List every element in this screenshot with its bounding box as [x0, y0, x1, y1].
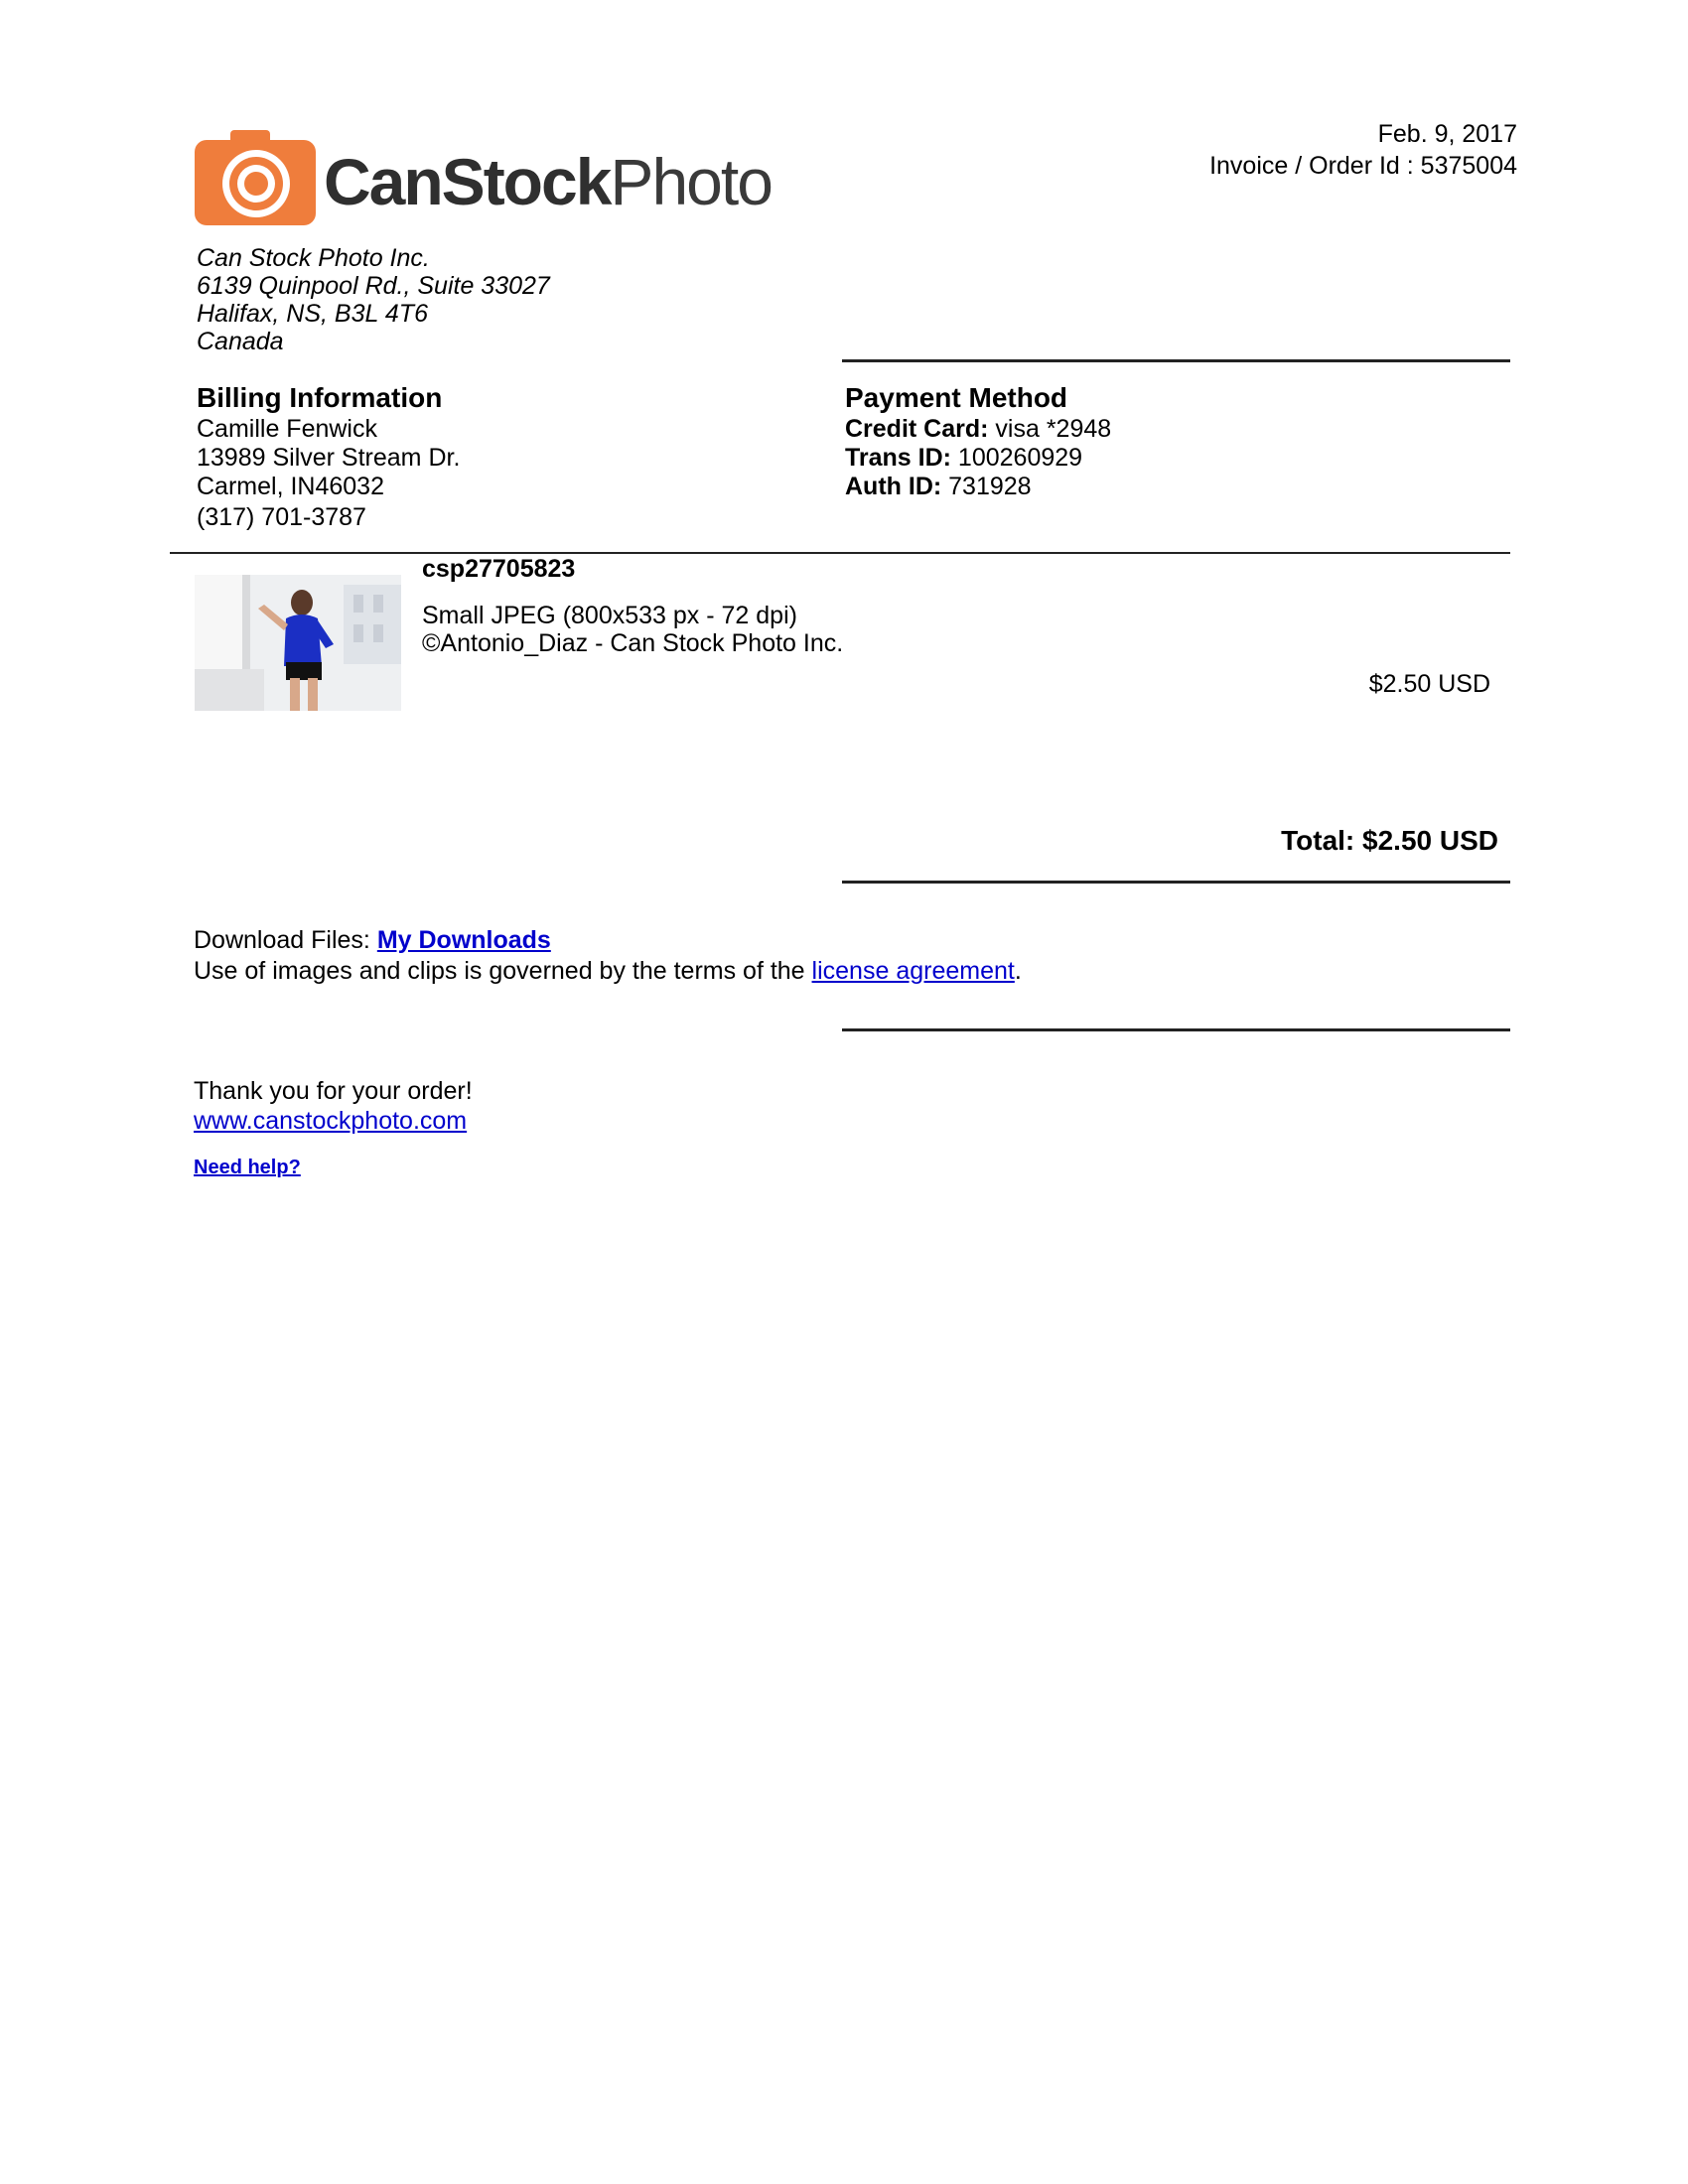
divider-payment-top [842, 359, 1510, 362]
item-id: csp27705823 [422, 555, 576, 583]
billing-section [197, 381, 460, 532]
item-price: $2.50 USD [1368, 670, 1490, 698]
company-address-line1: 6139 Quinpool Rd., Suite 33027 [197, 272, 550, 300]
company-address [197, 244, 550, 355]
divider-total-bottom [842, 881, 1510, 884]
company-name: Can Stock Photo Inc. [197, 244, 430, 272]
payment-card [845, 415, 1111, 444]
divider-item-top [170, 552, 1510, 554]
company-country: Canada [197, 328, 284, 355]
payment-section [845, 381, 1111, 501]
item-size: Small JPEG (800x533 px - 72 dpi) [422, 602, 797, 629]
company-logo [195, 130, 772, 227]
camera-icon [195, 130, 316, 225]
auth-id-label: Auth ID: [845, 473, 942, 500]
card-label: Credit Card: [845, 415, 989, 443]
item-thumbnail-image [195, 575, 401, 711]
my-downloads-link[interactable]: My Downloads [376, 926, 551, 954]
item-thumbnail[interactable] [195, 575, 401, 711]
payment-title: Payment Method [845, 382, 1068, 413]
download-files-label: Download Files: [194, 926, 377, 954]
logo-text-light: Photo [610, 145, 772, 218]
download-files-line [194, 925, 551, 955]
trans-id-value: 100260929 [950, 444, 1083, 472]
license-agreement-link[interactable]: license agreement [811, 957, 1015, 985]
billing-name: Camille Fenwick [197, 415, 377, 443]
trans-id-label: Trans ID: [845, 444, 951, 472]
item-description [422, 602, 843, 657]
thank-you-message: Thank you for your order! [194, 1077, 473, 1105]
order-id-value: 5375004 [1420, 152, 1517, 180]
billing-city: Carmel, IN46032 [197, 473, 384, 500]
divider-footer-top [842, 1028, 1510, 1031]
payment-auth-id [845, 473, 1111, 501]
website-link[interactable]: www.canstockphoto.com [194, 1107, 468, 1135]
invoice-date: Feb. 9, 2017 [1377, 120, 1517, 148]
company-address-line2: Halifax, NS, B3L 4T6 [197, 300, 428, 328]
invoice-order-id [1209, 152, 1517, 180]
auth-id-value: 731928 [941, 473, 1032, 500]
payment-trans-id [845, 444, 1111, 473]
card-value: visa *2948 [988, 415, 1112, 443]
logo-wordmark [324, 142, 772, 221]
billing-title: Billing Information [197, 382, 443, 413]
license-line [194, 956, 1022, 986]
need-help-link[interactable]: Need help? [194, 1157, 301, 1178]
billing-phone: (317) 701-3787 [197, 503, 366, 531]
license-prefix: Use of images and clips is governed by the terms of the [194, 957, 812, 985]
logo-text-strong: CanStock [324, 145, 611, 218]
billing-street: 13989 Silver Stream Dr. [197, 444, 461, 472]
order-total: Total: $2.50 USD [1281, 825, 1498, 856]
item-credit: ©Antonio_Diaz - Can Stock Photo Inc. [422, 629, 844, 657]
license-suffix: . [1014, 957, 1022, 985]
order-id-label: Invoice / Order Id : [1209, 152, 1421, 180]
